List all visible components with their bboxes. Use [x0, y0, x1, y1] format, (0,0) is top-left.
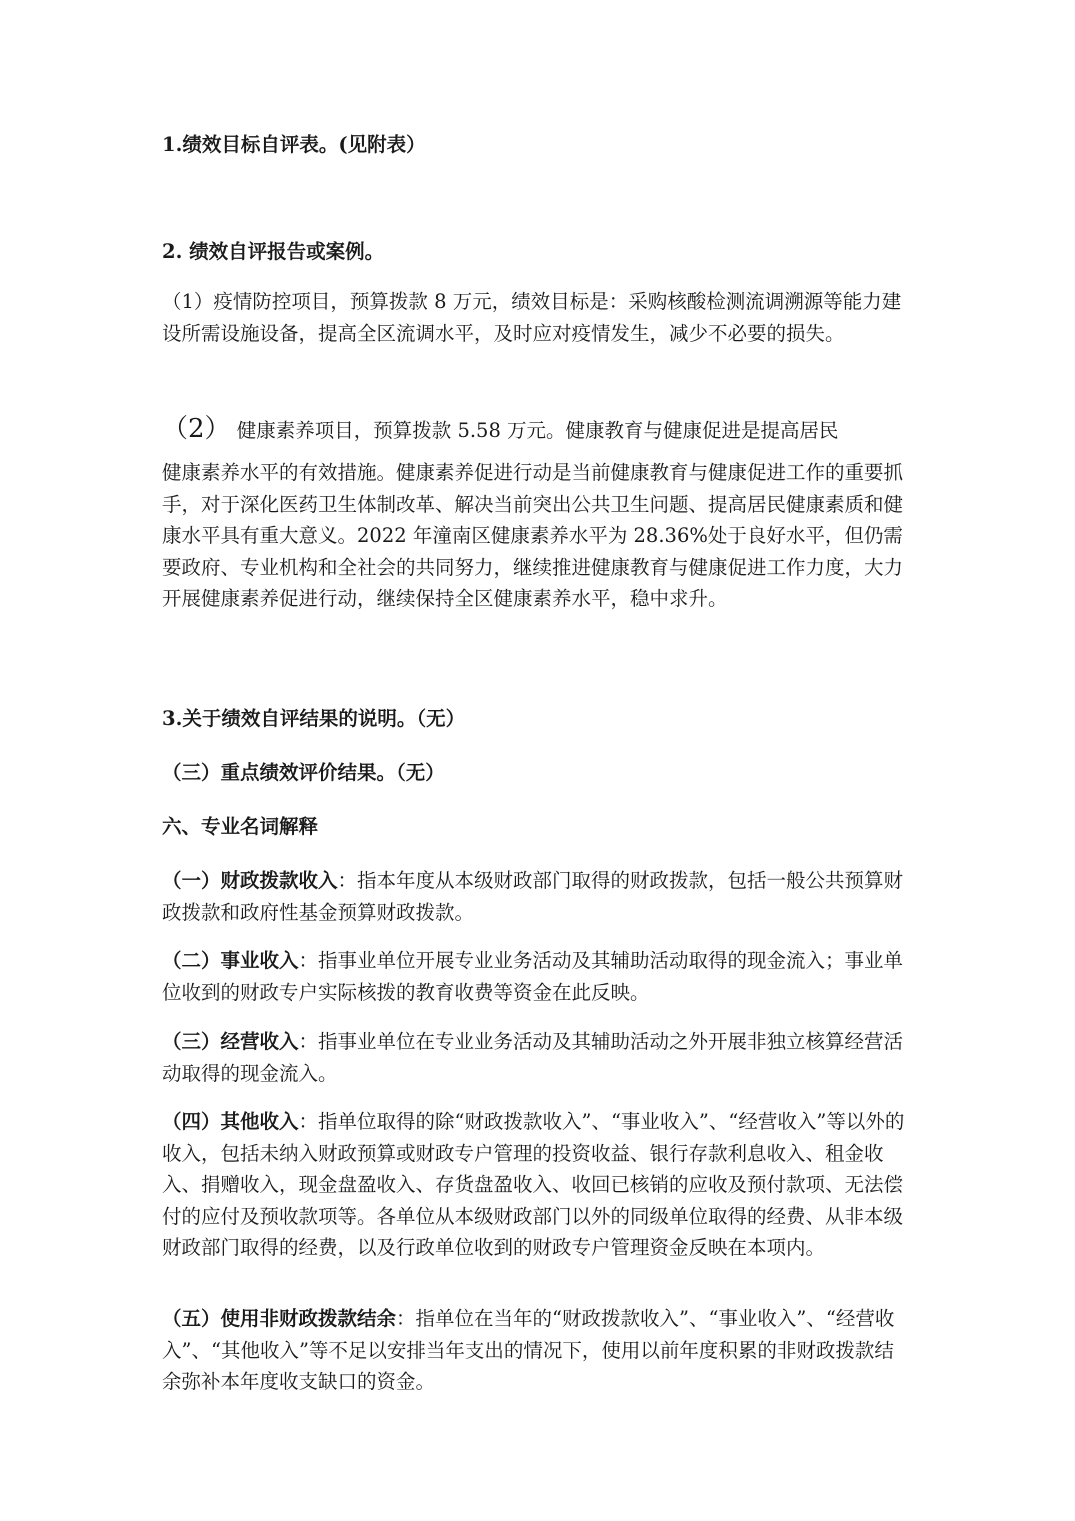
- term-definition: [162, 1303, 907, 1398]
- item-2-marker: （2）: [162, 414, 231, 444]
- section-2-title: 2. 绩效自评报告或案例。: [162, 240, 385, 263]
- key-results-title: （三）重点绩效评价结果。（无）: [162, 761, 445, 784]
- term-text: ：指事业单位在专业业务活动及其辅助活动之外开展非独立核算经营活动取得的现金流入。: [162, 1030, 904, 1085]
- section-2-item-1: （1）疫情防控项目，预算拨款 8 万元，绩效目标是：采购核酸检测流调溯源等能力建设所需设施设备，提高全区流调水平，及时应对疫情发生，减少不必要的损失。: [162, 290, 902, 345]
- term-definition: [162, 1026, 907, 1089]
- term-definition: [162, 1106, 907, 1264]
- section-2-item-2-first: [162, 414, 907, 447]
- section-1-title: 1.绩效目标自评表。(见附表）: [162, 133, 426, 156]
- term-label: （五）使用非财政拨款结余: [162, 1307, 397, 1330]
- term-text: ：指事业单位开展专业业务活动及其辅助活动取得的现金流入；事业单位收到的财政专户实际核拨的教育收费等资金在此反映。: [162, 949, 904, 1004]
- term-label: （三）经营收入: [162, 1030, 299, 1053]
- section-6-title: 六、专业名词解释: [162, 815, 319, 838]
- term-text: ：指单位在当年的“财政拨款收入”、“事业收入”、“经营收入”、“其他收入”等不足以安排当年支出的情况下，使用以前年度积累的非财政拨款结余弥补本年度收支缺口的资金。: [162, 1307, 895, 1393]
- term-label: （四）其他收入: [162, 1110, 299, 1133]
- term-text: ：指本年度从本级财政部门取得的财政拨款，包括一般公共预算财政拨款和政府性基金预算财政拨款。: [162, 869, 904, 924]
- term-text: ：指单位取得的除“财政拨款收入”、“事业收入”、“经营收入”等以外的收入，包括未纳入财政预算或财政专户管理的投资收益、银行存款利息收入、租金收入、捐赠收入，现金盘盈收入、存货盘盈收入、收回已核销的应收及预付款项、无法偿付的应付及预收款项等。各单位从本级财政部门以外的同级单位取得的经费、从非本级财政部门取得的经费，以及行政单位收到的财政专户管理资金反映在本项内。: [162, 1110, 905, 1259]
- item-2-first-line: 健康素养项目，预算拨款 5.58 万元。健康教育与健康促进是提高居民: [230, 419, 839, 442]
- section-2-item-2-rest: 健康素养水平的有效措施。健康素养促进行动是当前健康教育与健康促进工作的重要抓手，对于深化医药卫生体制改革、解决当前突出公共卫生问题、提高居民健康素质和健康水平具有重大意义。2022 年潼南区健康素养水平为 28.36%处于良好水平，但仍需要政府、专业机构和全社会的共同努力，继续推进健康教育与健康促进工作力度，大力开展健康素养促进行动，继续保持全区健康素养水平，稳中求升。: [162, 461, 904, 610]
- term-definition: [162, 945, 907, 1008]
- term-label: （一）财政拨款收入: [162, 869, 338, 892]
- section-3-title: 3.关于绩效自评结果的说明。（无）: [162, 707, 466, 730]
- term-label: （二）事业收入: [162, 949, 299, 972]
- term-definition: [162, 865, 907, 928]
